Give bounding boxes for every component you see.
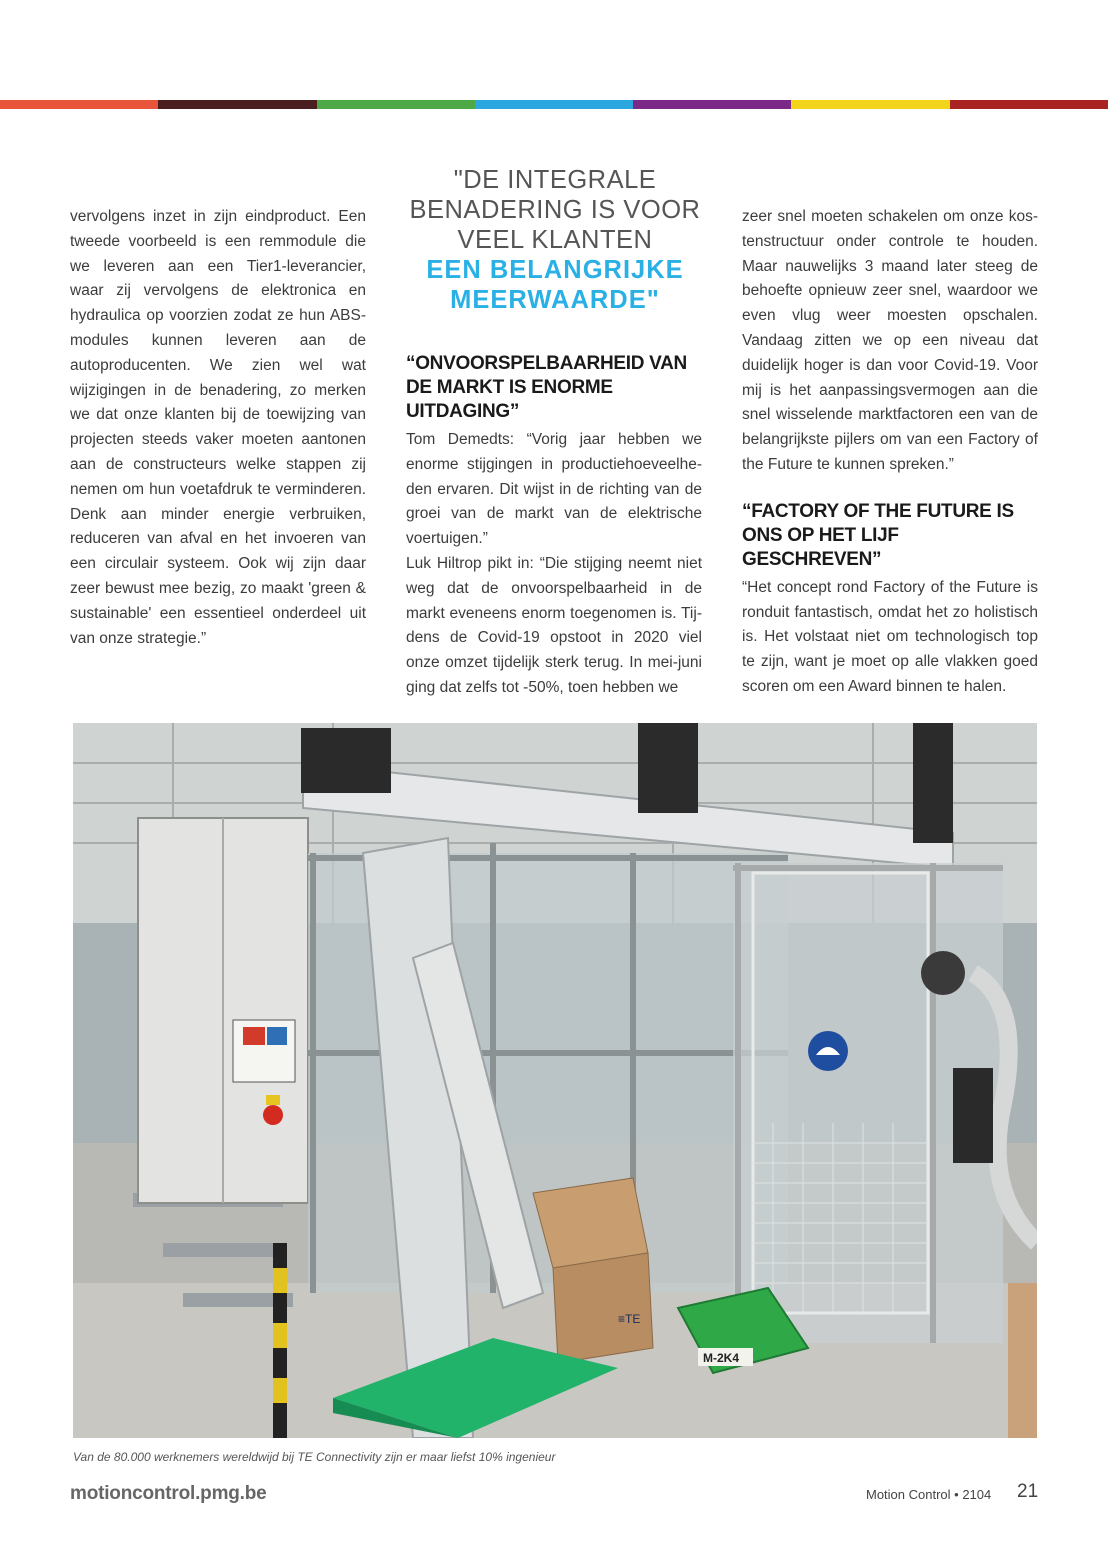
pull-quote <box>388 165 722 315</box>
color-bar-segment <box>475 100 633 109</box>
pull-quote-line: VEEL KLANTEN <box>457 226 653 254</box>
crate-label: M-2K4 <box>703 1351 740 1365</box>
body-paragraph: “Het concept rond Factory of the Future is ronduit fantastisch, omdat het zo holistisch is. Het volstaat niet om technologisch top te zijn, want je moet op alle vlakken goed scoren om een Award binnen te halen. <box>742 578 1038 695</box>
footer-magazine: Motion Control • 2104 <box>866 1487 992 1502</box>
pull-quote-emphasis: MEERWAARDE" <box>450 286 660 314</box>
color-bar-segment <box>950 100 1108 109</box>
page-number: 21 <box>1017 1481 1039 1502</box>
middle-column <box>406 352 702 701</box>
color-bar-segment <box>317 100 475 109</box>
factory-photo <box>73 723 1037 1438</box>
color-bar <box>0 100 1108 109</box>
footer-url[interactable]: motioncontrol.pmg.be <box>70 1483 267 1504</box>
section-heading: “FACTORY OF THE FUTURE IS ONS OP HET LIJF GESCHREVEN” <box>742 500 1014 570</box>
body-paragraph: Luk Hiltrop pikt in: “Die stijging neemt niet weg dat de onvoorspelbaarheid in de markt eveneens enorm toegenomen is. Tijdens de Covid-19 opstoot in 2020 viel onze omzet tijdelijk sterk terug. In mei-juni ging dat zelfs tot -50%, toen hebben we <box>406 554 702 696</box>
box-label: ≡TE <box>618 1312 641 1326</box>
left-column <box>70 205 366 651</box>
pull-quote-emphasis: EEN BELANGRIJKE <box>426 256 684 284</box>
color-bar-segment <box>0 100 158 109</box>
photo-caption: Van de 80.000 werknemers wereldwijd bij TE Connectivity zijn er maar liefst 10% ingenieur <box>73 1450 556 1464</box>
color-bar-segment <box>791 100 949 109</box>
factory-illustration <box>73 723 1037 1438</box>
color-bar-segment <box>158 100 316 109</box>
section-heading: “ONVOORSPELBAARHEID VAN DE MARKT IS ENORME UITDAGING” <box>406 353 687 422</box>
body-paragraph: Tom Demedts: “Vorig jaar hebben we enorme stijgingen in productiehoeveelheden ervaren. Dit wijst in de richting van de groei van de markt van de elektrische voertuigen.” <box>406 431 702 548</box>
color-bar-segment <box>633 100 791 109</box>
pull-quote-line: BENADERING IS VOOR <box>409 196 701 224</box>
body-paragraph: vervolgens inzet in zijn eindproduct. Een tweede voorbeeld is een remmodule die we leveren aan een Tier1-leverancier, waar zij vervolgens de elektronica en hydraulica op voorzien zodat ze hun ABS-modules kunnen leveren aan de autoproducenten. We zien wel wat wijzigingen in de benadering, zo merken we dat onze klanten bij de toewijzing van projecten steeds vaker moeten aantonen aan de constructeurs welke stappen zij nemen om hun voetafdruk te verminderen. Denk aan minder energie verbruiken, reduceren van afval en het invoeren van een circulair systeem. Ook wij zijn daar zeer bewust mee bezig, zo maakt 'green & sustainable' een essentieel onderdeel uit van onze strategie.” <box>70 208 366 647</box>
pull-quote-line: "DE INTEGRALE <box>453 166 657 194</box>
body-paragraph: zeer snel moeten schakelen om onze kostenstructuur onder controle te houden. Maar nauwelijks 3 maand later steeg de behoefte opnieuw zeer snel, waardoor we even vlug weer moesten opschalen. Vandaag zitten we op een niveau dat duidelijk hoger is dan voor Covid-19. Voor mij is het aanpassingsvermogen aan die snel wisselende marktfactoren een van de belangrijkste pijlers om van een Factory of the Future te kunnen spreken.” <box>742 208 1038 473</box>
right-column <box>742 205 1038 700</box>
